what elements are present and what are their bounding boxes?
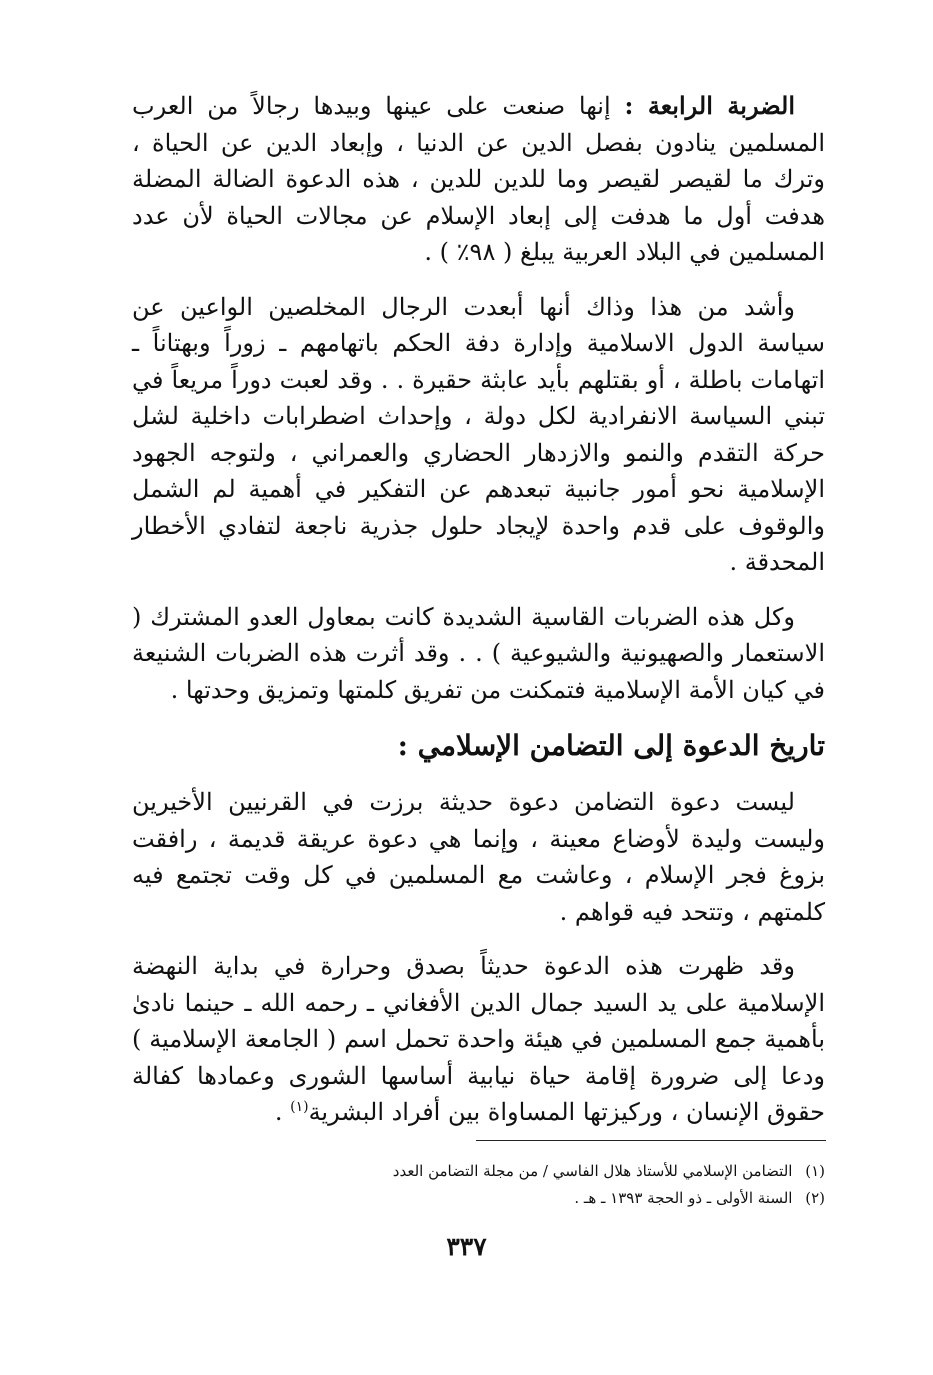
paragraph-1-lead: الضربة الرابعة : <box>624 91 795 120</box>
footnote-2 <box>300 1185 825 1212</box>
footnote-divider <box>476 1140 826 1141</box>
footnote-1 <box>300 1158 825 1185</box>
page-number: ٣٣٧ <box>446 1232 487 1261</box>
paragraph-4: ليست دعوة التضامن دعوة حديثة برزت في القرنيين الأخيرين وليست وليدة لأوضاع معينة ، وإنما هي دعوة عريقة قديمة ، رافقت بزوغ فجر الإسلام ، وعاشت مع المسلمين في كل وقت تجتمع فيه كلمتهم ، وتتحد فيه قواهم . <box>132 788 825 926</box>
footnote-2-number: (٢) <box>805 1189 825 1207</box>
paragraph-1 <box>132 88 825 271</box>
paragraph-1-body: إنها صنعت على عينها وبيدها رجالاً من العرب المسلمين ينادون بفصل الدين عن الدنيا ، وإبعاد الدين عن الحياة ، وترك ما لقيصر لقيصر وما للدين للدين ، هذه الدعوة الضالة المضلة هدفت أول ما هدفت إلى إبعاد الإسلام عن مجالات الحياة لأن عدد المسلمين في البلاد العربية يبلغ ( ٩٨٪ ) . <box>132 92 825 266</box>
section-heading: تاريخ الدعوة إلى التضامن الإسلامي : <box>397 729 825 762</box>
footnote-1-number: (١) <box>805 1162 825 1180</box>
paragraph-5-end: . <box>274 1098 291 1126</box>
footnote-reference: (١) <box>290 1099 309 1115</box>
footnotes <box>300 1158 825 1212</box>
footnote-2-text: السنة الأولى ـ ذو الحجة ١٣٩٣ ـ هـ . <box>574 1189 793 1207</box>
paragraph-2: وأشد من هذا وذاك أنها أبعدت الرجال المخلصين الواعين عن سياسة الدول الاسلامية وإدارة دفة الحكم باتهامهم ـ زوراً وبهتاناً ـ اتهامات باطلة ، أو بقتلهم بأيد عابثة حقيرة . . وقد لعبت دوراً مريعاً في تبني السياسة الانفرادية لكل دولة ، وإحداث اضطرابات داخلية لشل حركة التقدم والنمو والازدهار الحضاري والعمراني ، ولتوجه الجهود الإسلامية نحو أمور جانبية تبعدهم عن التفكير في أهمية لم الشمل والوقوف على قدم واحدة لإيجاد حلول جذرية ناجعة لتفادي الأخطار المحدقة . <box>132 292 825 576</box>
paragraph-3: وكل هذه الضربات القاسية الشديدة كانت بمعاول العدو المشترك ( الاستعمار والصهيونية والشيوعية ) . . وقد أثرت هذه الضربات الشنيعة في كيان الأمة الإسلامية فتمكنت من تفريق كلمتها وتمزيق وحدتها . <box>132 602 825 704</box>
paragraph-5 <box>132 948 825 1131</box>
footnote-1-text: التضامن الإسلامي للأستاذ هلال الفاسي / من مجلة التضامن العدد <box>392 1162 793 1180</box>
main-text <box>132 88 825 1149</box>
paragraph-5-body: وقد ظهرت هذه الدعوة حديثاً بصدق وحرارة في بداية النهضة الإسلامية على يد السيد جمال الدين الأفغاني ـ رحمه الله ـ حينما نادىٰ بأهمية جمع المسلمين في هيئة واحدة تحمل اسم ( الجامعة الإسلامية ) ودعا إلى ضرورة إقامة حياة نيابية أساسها الشورى وعمادها كفالة حقوق الإنسان ، وركيزتها المساواة بين أفراد البشرية <box>132 952 825 1126</box>
